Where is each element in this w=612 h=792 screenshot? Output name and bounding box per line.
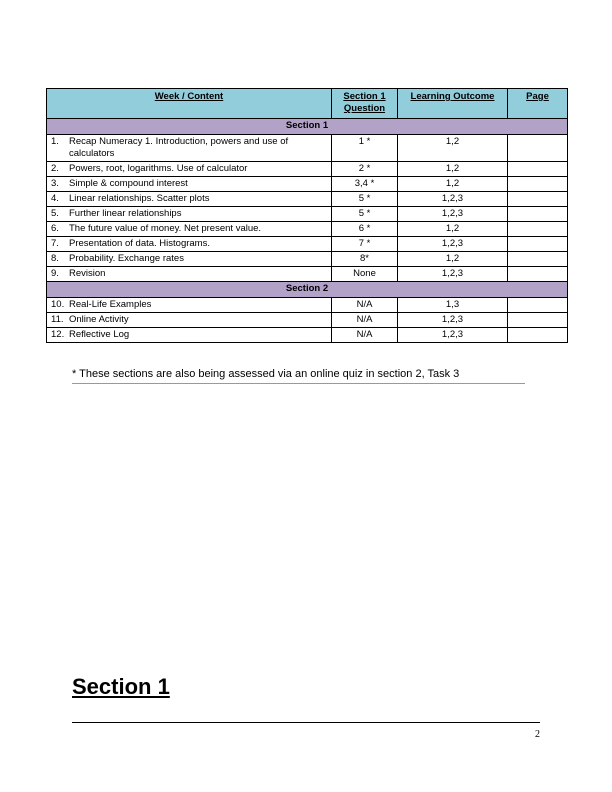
week-number: 11. (51, 314, 64, 325)
week-content-cell (47, 177, 332, 192)
page-cell (508, 252, 568, 267)
table-body (47, 119, 568, 343)
week-topic: Real-Life Examples (69, 299, 152, 310)
page-cell (508, 313, 568, 328)
question-cell: 2 * (332, 162, 398, 177)
learning-outcome-cell: 1,2 (398, 162, 508, 177)
table-row (47, 298, 568, 313)
table-row (47, 267, 568, 282)
question-cell: 6 * (332, 222, 398, 237)
learning-outcome-cell: 1,2,3 (398, 267, 508, 282)
question-cell: N/A (332, 313, 398, 328)
week-content-cell (47, 328, 332, 343)
learning-outcome-cell: 1,2,3 (398, 328, 508, 343)
page-cell (508, 237, 568, 252)
page-cell (508, 177, 568, 192)
page-cell (508, 207, 568, 222)
week-topic: Simple & compound interest (69, 178, 188, 189)
question-cell: N/A (332, 298, 398, 313)
week-content-cell (47, 252, 332, 267)
week-number: 6. (51, 223, 59, 234)
week-topic: Reflective Log (69, 329, 130, 340)
page-cell (508, 328, 568, 343)
question-cell: 3,4 * (332, 177, 398, 192)
question-cell: 5 * (332, 207, 398, 222)
table-row (47, 162, 568, 177)
week-topic: Revision (69, 268, 106, 279)
week-number: 8. (51, 253, 59, 264)
question-cell: 8* (332, 252, 398, 267)
learning-outcome-cell: 1,2,3 (398, 237, 508, 252)
table-row (47, 252, 568, 267)
week-topic: Recap Numeracy 1. Introduction, powers and use of calculators (69, 136, 289, 159)
section-2-row (47, 282, 568, 298)
section-1-label: Section 1 (47, 119, 568, 135)
footer-divider (72, 722, 540, 723)
footnote: * These sections are also being assessed via an online quiz in section 2, Task 3 (72, 367, 525, 384)
week-topic: Presentation of data. Histograms. (69, 238, 210, 249)
week-content-cell (47, 313, 332, 328)
week-number: 12. (51, 329, 65, 340)
question-cell: 5 * (332, 192, 398, 207)
week-content-cell (47, 207, 332, 222)
table-header-row (47, 89, 568, 119)
page-cell (508, 192, 568, 207)
page-cell (508, 222, 568, 237)
week-number: 3. (51, 178, 59, 189)
learning-outcome-cell: 1,2 (398, 135, 508, 162)
week-topic: Online Activity (69, 314, 129, 325)
learning-outcome-cell: 1,2,3 (398, 313, 508, 328)
learning-outcome-cell: 1,2,3 (398, 207, 508, 222)
week-number: 7. (51, 238, 59, 249)
question-cell: 7 * (332, 237, 398, 252)
week-topic: Probability. Exchange rates (69, 253, 184, 264)
header-page: Page (508, 89, 568, 119)
table-row (47, 328, 568, 343)
section-1-row (47, 119, 568, 135)
header-section1-question: Section 1 Question (332, 89, 398, 119)
page-cell (508, 162, 568, 177)
page-cell (508, 267, 568, 282)
section-heading: Section 1 (72, 674, 170, 699)
page-cell (508, 298, 568, 313)
week-number: 10. (51, 299, 65, 310)
table-row (47, 135, 568, 162)
week-content-cell (47, 298, 332, 313)
question-cell: None (332, 267, 398, 282)
week-number: 4. (51, 193, 59, 204)
table-row (47, 222, 568, 237)
week-number: 9. (51, 268, 59, 279)
table-row (47, 192, 568, 207)
table-row (47, 313, 568, 328)
week-topic: Linear relationships. Scatter plots (69, 193, 210, 204)
week-content-cell (47, 267, 332, 282)
header-learning-outcome: Learning Outcome (398, 89, 508, 119)
week-number: 2. (51, 163, 59, 174)
week-topic: Powers, root, logarithms. Use of calculator (69, 163, 248, 174)
week-content-cell (47, 222, 332, 237)
week-number: 1. (51, 136, 59, 147)
week-topic: Further linear relationships (69, 208, 182, 219)
week-content-cell (47, 192, 332, 207)
table-row (47, 207, 568, 222)
learning-outcome-cell: 1,2,3 (398, 192, 508, 207)
header-week-content: Week / Content (47, 89, 332, 119)
week-content-cell (47, 135, 332, 162)
learning-outcome-cell: 1,2 (398, 177, 508, 192)
week-number: 5. (51, 208, 59, 219)
table-row (47, 237, 568, 252)
week-content-cell (47, 162, 332, 177)
question-cell: 1 * (332, 135, 398, 162)
week-topic: The future value of money. Net present value. (69, 223, 262, 234)
week-content-cell (47, 237, 332, 252)
learning-outcome-cell: 1,2 (398, 222, 508, 237)
section-2-label: Section 2 (47, 282, 568, 298)
table-row (47, 177, 568, 192)
learning-outcome-cell: 1,3 (398, 298, 508, 313)
learning-outcome-cell: 1,2 (398, 252, 508, 267)
page-cell (508, 135, 568, 162)
contents-table (46, 88, 568, 343)
question-cell: N/A (332, 328, 398, 343)
page-number: 2 (535, 729, 540, 740)
